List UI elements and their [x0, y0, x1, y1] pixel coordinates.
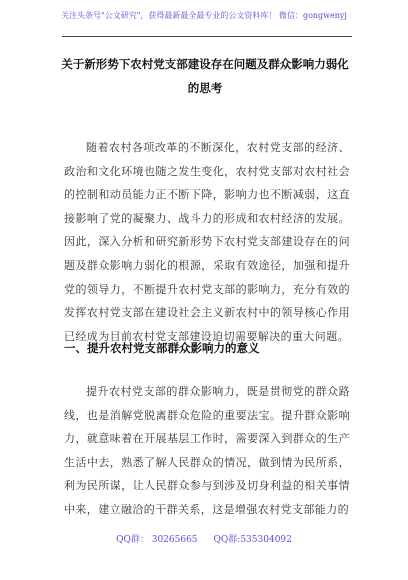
- header-divider: [62, 36, 352, 37]
- footer-qq-group-1: QQ群： 30265665: [116, 535, 198, 545]
- paragraph-intro: 随着农村各项改革的不断深化，农村党支部的经济、政治和文化环境也随之发生变化，农村党支部对农村社会的控制和动员能力正不断下降，影响力也不断减弱，这直接影响了党的凝聚力、战斗力的形成和农村经济的发展。因此，深入分析和研究新形势下农村党支部建设存在的问题及群众影响力弱化的根源，采取有效途径，加强和提升党的领导力，不断提升农村党支部的影响力，充分有效的发挥农村党支部在建设社会主义新农村中的领导核心作用已经成为目前农村党支部建设迫切需要解决的重大问题。: [64, 141, 350, 343]
- paragraph-section1: 提升农村党支部的群众影响力，既是贯彻党的群众路线，也是消解党脱离群众危险的重要法宝。提升群众影响力，就意味着在开展基层工作时，需要深入到群众的生产生活中去，熟悉了解人民群众的情况，做到情为民所系，利为民所谋，让人民群众参与到涉及切身利益的相关事情中来，建立融洽的干群关系，这是增强农村党支部能力的: [64, 385, 350, 516]
- footer-qq-group-2: QQ群:535304092: [213, 535, 292, 545]
- document-title: 关于新形势下农村党支部建设存在问题及群众影响力弱化: [61, 57, 349, 71]
- header-note: 关注头条号"公文研究"，获得最新最全最专业的公文资料库！ 微信：gongwenyj: [61, 11, 347, 20]
- section-heading: 一、提升农村党支部群众影响力的意义: [64, 341, 260, 355]
- footer: [0, 532, 408, 545]
- document-title-continued: 的思考: [187, 81, 223, 95]
